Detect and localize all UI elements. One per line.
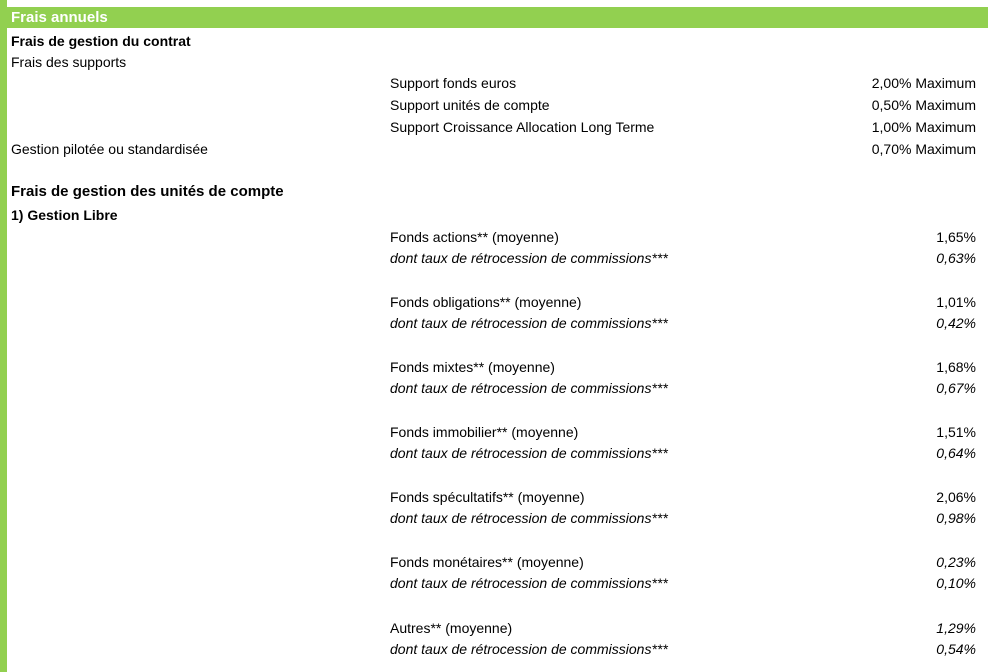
- fund-value: 0,23%: [936, 554, 976, 570]
- fund-label: Fonds mixtes** (moyenne): [390, 359, 555, 375]
- retro-value: 0,98%: [936, 510, 976, 526]
- retro-label: dont taux de rétrocession de commissions***: [390, 380, 668, 396]
- support-value: 0,50% Maximum: [871, 97, 976, 113]
- fund-label: Fonds actions** (moyenne): [390, 229, 559, 245]
- fund-value: 1,01%: [936, 294, 976, 310]
- fund-label: Fonds monétaires** (moyenne): [390, 554, 584, 570]
- retro-label: dont taux de rétrocession de commissions***: [390, 250, 668, 266]
- retro-label: dont taux de rétrocession de commissions***: [390, 315, 668, 331]
- uc-heading: Frais de gestion des unités de compte: [11, 183, 284, 200]
- fund-label: Fonds immobilier** (moyenne): [390, 424, 579, 440]
- fund-value: 1,51%: [936, 424, 976, 440]
- gestion-pilotee-label: Gestion pilotée ou standardisée: [11, 141, 208, 157]
- contract-heading: Frais de gestion du contrat: [11, 33, 191, 49]
- uc-subheading: 1) Gestion Libre: [11, 207, 118, 223]
- retro-value: 0,10%: [936, 575, 976, 591]
- fund-value: 1,29%: [936, 620, 976, 636]
- fund-value: 2,06%: [936, 489, 976, 505]
- fund-label: Fonds spécultatifs** (moyenne): [390, 489, 585, 505]
- support-label: Support Croissance Allocation Long Terme: [390, 119, 655, 135]
- support-value: 1,00% Maximum: [871, 119, 976, 135]
- retro-value: 0,63%: [936, 250, 976, 266]
- supports-label: Frais des supports: [11, 54, 127, 70]
- section-header: Frais annuels: [0, 7, 988, 28]
- support-value: 2,00% Maximum: [871, 75, 976, 91]
- retro-label: dont taux de rétrocession de commissions***: [390, 510, 668, 526]
- retro-value: 0,64%: [936, 445, 976, 461]
- retro-value: 0,42%: [936, 315, 976, 331]
- gestion-pilotee-value: 0,70% Maximum: [871, 141, 976, 157]
- fund-label: Fonds obligations** (moyenne): [390, 294, 582, 310]
- fund-value: 1,68%: [936, 359, 976, 375]
- retro-value: 0,67%: [936, 380, 976, 396]
- retro-label: dont taux de rétrocession de commissions***: [390, 641, 668, 657]
- retro-label: dont taux de rétrocession de commissions***: [390, 575, 668, 591]
- fund-value: 1,65%: [936, 229, 976, 245]
- retro-label: dont taux de rétrocession de commissions***: [390, 445, 668, 461]
- fund-label: Autres** (moyenne): [390, 620, 513, 636]
- retro-value: 0,54%: [936, 641, 976, 657]
- support-label: Support fonds euros: [390, 75, 517, 91]
- support-label: Support unités de compte: [390, 97, 550, 113]
- left-accent-bar: [0, 0, 7, 672]
